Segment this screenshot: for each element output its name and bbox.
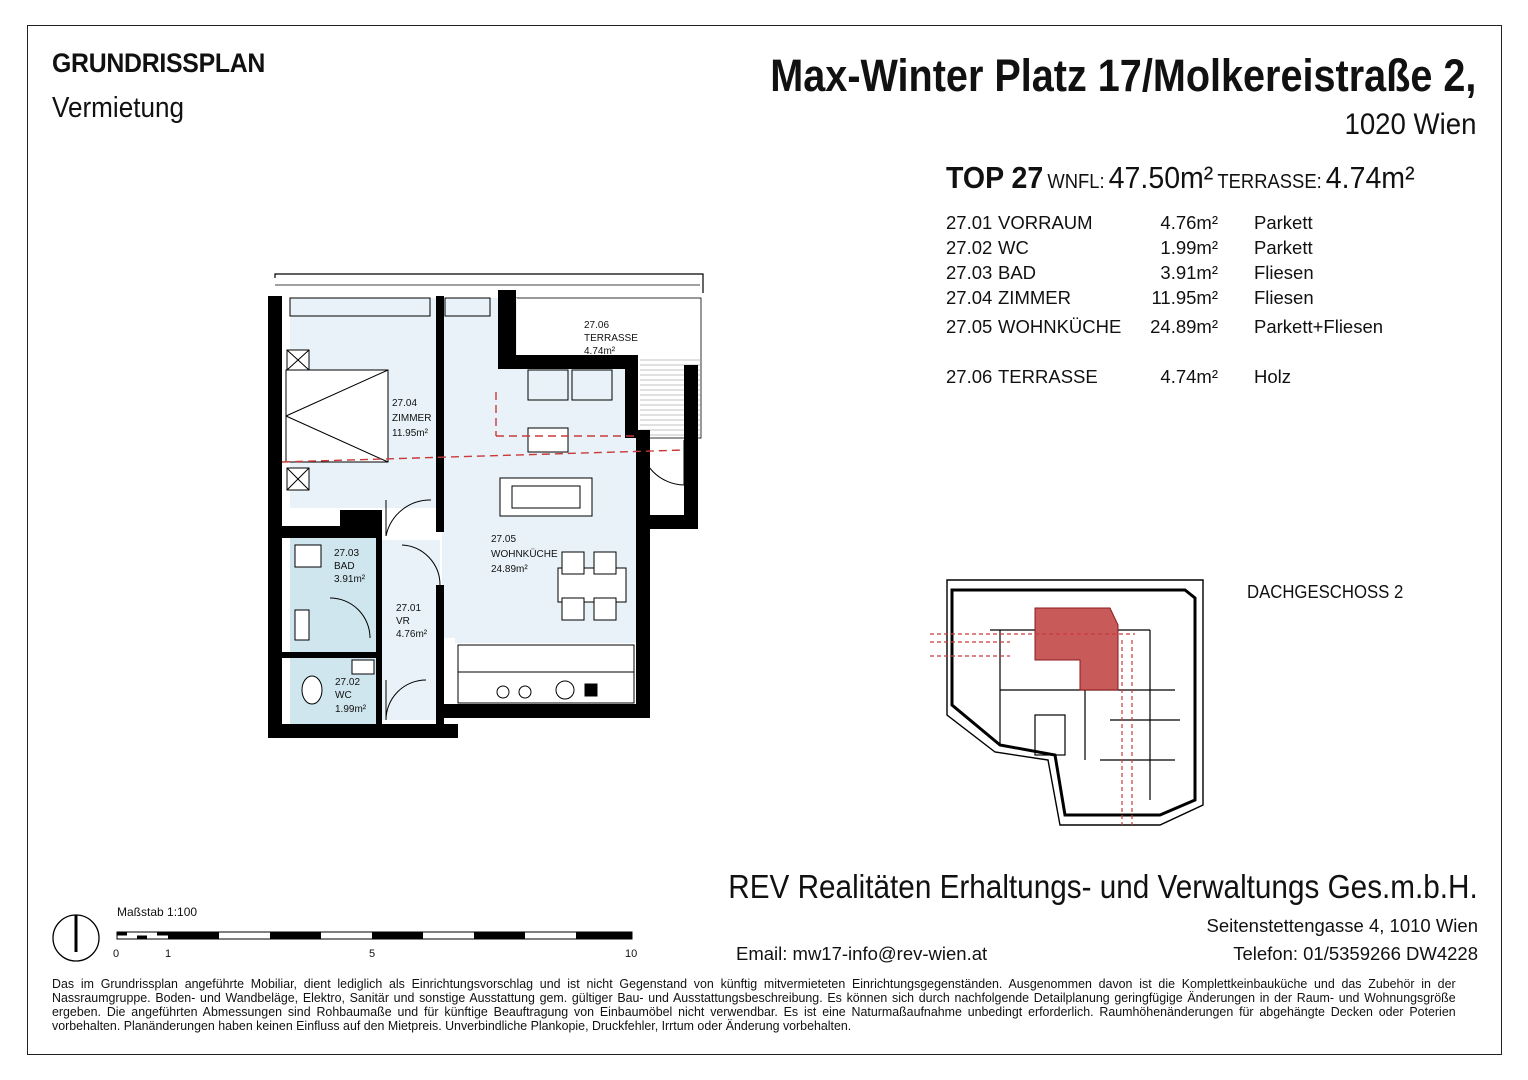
scale-tick-0: 0: [113, 948, 120, 960]
vr-plan-area: 4.76m²: [396, 629, 428, 640]
north-arrow-icon: [53, 915, 99, 961]
key-plan: [930, 580, 1203, 825]
terrasse-value: 4.74m²: [1325, 160, 1415, 195]
terrasse-label: TERRASSE:: [1217, 171, 1322, 193]
company-street: Seitenstettengasse 4, 1010 Wien: [1206, 915, 1478, 936]
room-floor: Parkett+Fliesen: [1254, 316, 1384, 337]
wc-plan-name: WC: [335, 690, 352, 701]
company-email[interactable]: Email: mw17-info@rev-wien.at: [736, 943, 988, 964]
wohnkueche-plan-no: 27.05: [491, 534, 517, 545]
room-number: 27.05: [946, 316, 993, 337]
scale-tick-1: 1: [165, 948, 172, 960]
room-number: 27.04: [946, 287, 993, 308]
key-plan-label: DACHGESCHOSS 2: [1247, 582, 1404, 602]
room-area: 11.95m²: [1151, 287, 1218, 308]
room-name: WC: [998, 237, 1029, 258]
room-name: ZIMMER: [998, 287, 1071, 308]
room-number: 27.06: [946, 366, 993, 387]
document-type: GRUNDRISSPLAN: [52, 48, 266, 78]
vr-plan-no: 27.01: [396, 603, 422, 614]
room-floor: Fliesen: [1254, 287, 1314, 308]
room-area: 3.91m²: [1160, 262, 1218, 283]
room-name: WOHNKÜCHE: [998, 316, 1122, 337]
wnfl-value: 47.50m²: [1108, 160, 1214, 195]
room-area: 1.99m²: [1160, 237, 1218, 258]
scale-tick-10: 10: [625, 948, 638, 960]
bad-plan-area: 3.91m²: [334, 574, 366, 585]
wc-plan-area: 1.99m²: [335, 704, 367, 715]
property-address: Max-Winter Platz 17/Molkereistraße 2,: [769, 50, 1476, 101]
room-floor: Parkett: [1254, 237, 1313, 258]
roof-outline: [275, 274, 703, 293]
room-area: 4.76m²: [1160, 212, 1218, 233]
terrasse-plan-area: 4.74m²: [584, 346, 616, 357]
property-city: 1020 Wien: [1344, 108, 1476, 141]
scale-tick-5: 5: [369, 948, 376, 960]
room-number: 27.02: [946, 237, 993, 258]
wohnkueche-plan-area: 24.89m²: [491, 564, 528, 575]
terrasse-plan-no: 27.06: [584, 320, 610, 331]
room-number: 27.03: [946, 262, 993, 283]
zimmer-plan-no: 27.04: [392, 398, 418, 409]
wnfl-label: WNFL:: [1047, 171, 1105, 193]
zimmer-plan-name: ZIMMER: [392, 413, 432, 424]
bad-plan-name: BAD: [334, 561, 355, 572]
wohn-fill-c: [455, 438, 650, 643]
bad-plan-no: 27.03: [334, 548, 360, 559]
wc-plan-no: 27.02: [335, 677, 361, 688]
room-floor: Fliesen: [1254, 262, 1314, 283]
disclaimer-text: Das im Grundrissplan angeführte Mobiliar, dient lediglich als Einrichtungsvorschlag und ist nicht Gegenstand von künftig mitvermieteten Einrichtungsgegenständen. Ausgenommen davon ist die Komplettkeinbauküche und das Zubehör in der Nassraumgruppe. Boden- und Wandbeläge, Elektro, Sanitär und sonstige Ausstattung gem. gültiger Bau- und Ausstattungsbeschreibung. Es können sich durch nachfolgende Detailplanung geringfügige Änderungen in der Raum- und Wohnungsgröße ergeben. Die angeführten Abmessungen sind Rohbaumaße und für künftige Beauftragung von Einbaumöbel nicht verwendbar. Es ist eine Naturmaßaufnahme unbedingt erforderlich. Raumhöhenänderungen für abgehängte Decken oder Poterien vorbehalten. Planänderungen haben keinen Einfluss auf den Mietpreis. Unverbindliche Plankopie, Druckfehler, Irrtum oder Änderung vorbehalten.: [52, 977, 1456, 1033]
unit-number: TOP 27: [946, 160, 1044, 195]
scale-title: Maßstab 1:100: [117, 905, 198, 919]
room-area: 24.89m²: [1150, 316, 1218, 337]
room-name: VORRAUM: [998, 212, 1093, 233]
room-number: 27.01: [946, 212, 993, 233]
room-floor: Parkett: [1254, 212, 1313, 233]
room-area: 4.74m²: [1160, 366, 1218, 387]
document-subtitle: Vermietung: [52, 92, 185, 124]
scale-bar: [117, 932, 632, 939]
room-name: TERRASSE: [998, 366, 1098, 387]
wohnkueche-plan-name: WOHNKÜCHE: [491, 549, 558, 560]
company-name: REV Realitäten Erhaltungs- und Verwaltungs Ges.m.b.H.: [728, 868, 1478, 905]
room-floor: Holz: [1254, 366, 1292, 387]
terrasse-plan-name: TERRASSE: [584, 333, 638, 344]
zimmer-plan-area: 11.95m²: [392, 428, 428, 439]
vr-plan-name: VR: [396, 616, 410, 627]
room-name: BAD: [998, 262, 1037, 283]
company-phone: Telefon: 01/5359266 DW4228: [1233, 943, 1478, 964]
